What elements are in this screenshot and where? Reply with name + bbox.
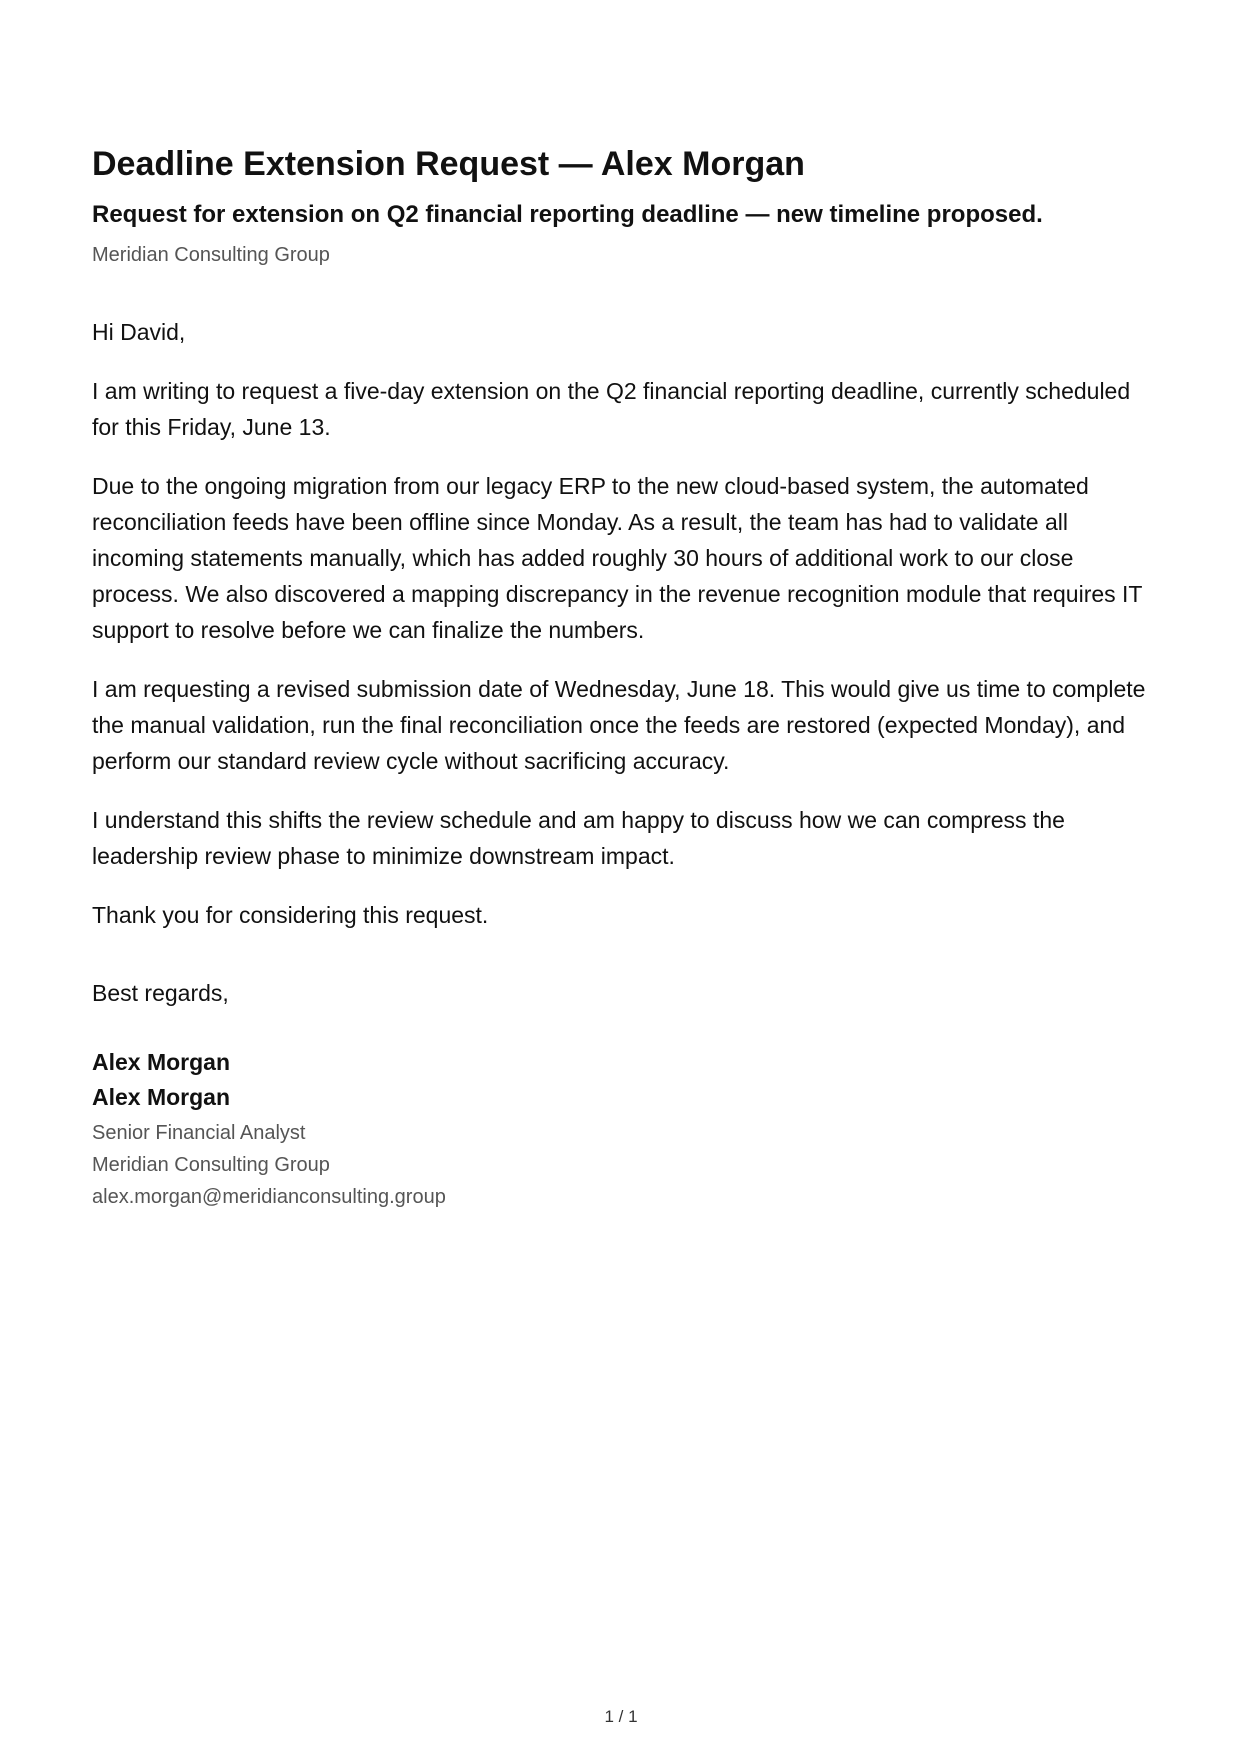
document-subtitle: Request for extension on Q2 financial reporting deadline — new timeline proposed. — [92, 201, 1043, 228]
document-title: Deadline Extension Request — Alex Morgan — [92, 145, 805, 183]
letter-page — [92, 138, 1152, 1213]
signature-email: alex.morgan@meridianconsulting.group — [92, 1186, 446, 1208]
signature-role: Senior Financial Analyst — [92, 1122, 306, 1144]
paragraph-1: I am writing to request a five-day extension on the Q2 financial reporting deadline, currently scheduled for this Friday, June 13. — [92, 378, 1131, 440]
signature-company: Meridian Consulting Group — [92, 1154, 330, 1176]
signature-name: Alex Morgan — [92, 1049, 231, 1075]
paragraph-5: Thank you for considering this request. — [92, 902, 489, 928]
closing: Best regards, — [92, 980, 229, 1006]
letter-body — [92, 314, 1152, 1011]
signature-block — [92, 1045, 1152, 1213]
paragraph-3: I am requesting a revised submission date of Wednesday, June 18. This would give us time to complete the manual validation, run the final reconciliation once the feeds are restored (expected Monday), and perform our standard review cycle without sacrificing accuracy. — [92, 676, 1146, 774]
greeting: Hi David, — [92, 319, 186, 345]
paragraph-2: Due to the ongoing migration from our legacy ERP to the new cloud-based system, the automated reconciliation feeds have been offline since Monday. As a result, the team has had to validate all incoming statements manually, which has added roughly 30 hours of additional work to our close process. We also discovered a mapping discrepancy in the revenue recognition module that requires IT support to resolve before we can finalize the numbers. — [92, 473, 1143, 643]
page-number: 1 / 1 — [604, 1707, 638, 1726]
organization-name: Meridian Consulting Group — [92, 244, 330, 266]
signature-name-repeat: Alex Morgan — [92, 1084, 231, 1110]
paragraph-4: I understand this shifts the review schedule and am happy to discuss how we can compress the leadership review phase to minimize downstream impact. — [92, 807, 1065, 869]
